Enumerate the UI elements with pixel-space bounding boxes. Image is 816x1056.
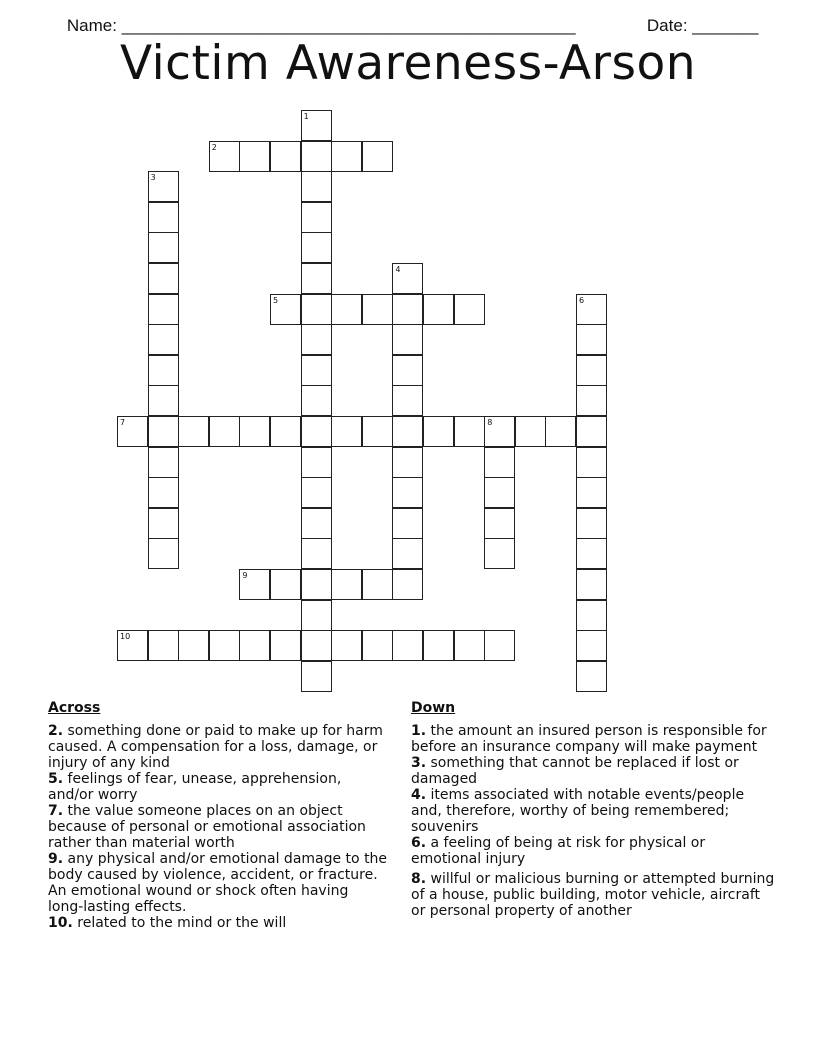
grid-cell[interactable] [576,385,607,416]
grid-cell[interactable] [270,630,301,661]
grid-cell[interactable] [301,630,332,661]
grid-cell[interactable] [515,416,546,447]
grid-cell[interactable] [239,141,270,172]
name-label: Name: [66,16,122,35]
grid-cell[interactable] [301,294,332,325]
grid-cell[interactable] [301,477,332,508]
across-clue-list [48,723,388,931]
date-label: Date: [646,16,693,35]
grid-cell[interactable] [392,294,423,325]
grid-cell[interactable] [576,355,607,386]
grid-cell[interactable] [392,477,423,508]
grid-cell[interactable] [301,508,332,539]
clue-number: 4. [411,787,427,803]
down-clues-column [411,700,776,919]
grid-cell[interactable] [148,416,179,447]
grid-cell[interactable] [301,538,332,569]
grid-cell[interactable] [331,294,362,325]
grid-cell[interactable] [392,630,423,661]
grid-cell[interactable] [148,538,179,569]
grid-cell[interactable] [178,416,209,447]
grid-cell[interactable] [301,416,332,447]
cell-number: 2 [211,142,217,152]
grid-cell[interactable] [148,202,179,233]
grid-cell[interactable] [576,416,607,447]
across-clues-column [48,700,388,931]
clue-text: feelings of fear, unease, apprehension, and/or worry [48,771,342,803]
down-heading: Down [411,700,456,716]
grid-cell[interactable] [301,600,332,631]
grid-cell[interactable] [484,508,515,539]
grid-cell[interactable] [484,447,515,478]
grid-cell[interactable] [576,294,607,325]
grid-cell[interactable] [148,263,179,294]
clue-text: any physical and/or emotional damage to the body caused by violence, accident, or fracture. An emotional wound or shock often having long-lasting effects. [48,851,388,915]
grid-cell[interactable] [576,508,607,539]
grid-cell[interactable] [392,447,423,478]
cell-number: 4 [395,265,401,274]
grid-cell[interactable] [392,416,423,447]
grid-cell[interactable] [301,232,332,263]
grid-cell[interactable] [331,630,362,661]
down-clue [411,835,776,867]
grid-cell[interactable] [148,385,179,416]
grid-cell[interactable] [423,294,454,325]
clue-number: 8. [411,871,427,887]
grid-cell[interactable] [484,416,515,447]
grid-cell[interactable] [362,416,393,447]
grid-cell[interactable] [423,630,454,661]
grid-cell[interactable] [576,447,607,478]
cell-number: 1 [303,112,309,121]
grid-cell[interactable] [270,294,301,325]
clue-text: willful or malicious burning or attempted burning of a house, public building, motor vehicle, aircraft or personal property of another [411,871,775,919]
grid-cell[interactable] [148,447,179,478]
grid-cell[interactable] [362,569,393,600]
grid-cell[interactable] [209,416,240,447]
date-blank-line[interactable]: _______ [692,16,759,35]
clue-number: 10. [48,915,73,931]
grid-cell[interactable] [239,630,270,661]
clue-number: 9. [48,851,64,867]
grid-cell[interactable] [148,294,179,325]
grid-cell[interactable] [270,569,301,600]
grid-cell[interactable] [576,569,607,600]
grid-cell[interactable] [148,324,179,355]
grid-cell[interactable] [576,477,607,508]
grid-cell[interactable] [576,600,607,631]
down-clue [411,787,776,835]
grid-cell[interactable] [148,630,179,661]
clue-text: something done or paid to make up for harm caused. A compensation for a loss, damage, or injury of any kind [48,723,383,771]
grid-cell[interactable] [148,477,179,508]
grid-cell[interactable] [209,630,240,661]
grid-cell[interactable] [301,141,332,172]
grid-cell[interactable] [484,538,515,569]
grid-cell[interactable] [301,324,332,355]
grid-cell[interactable] [301,355,332,386]
grid-cell[interactable] [484,477,515,508]
grid-cell[interactable] [239,569,270,600]
grid-cell[interactable] [117,630,148,661]
clue-text: the amount an insured person is responsible for before an insurance company will make payment [411,723,767,755]
grid-cell[interactable] [576,324,607,355]
clue-text: related to the mind or the will [77,915,287,931]
grid-cell[interactable] [392,569,423,600]
grid-cell[interactable] [576,538,607,569]
clue-number: 1. [411,723,427,739]
grid-cell[interactable] [148,508,179,539]
grid-cell[interactable] [392,538,423,569]
grid-cell[interactable] [301,447,332,478]
grid-cell[interactable] [148,171,179,202]
clue-number: 2. [48,723,64,739]
grid-cell[interactable] [239,416,270,447]
grid-cell[interactable] [423,416,454,447]
grid-cell[interactable] [454,294,485,325]
grid-cell[interactable] [331,416,362,447]
cell-number: 3 [150,173,156,183]
clue-text: the value someone places on an object because of personal or emotional association rather than material worth [48,803,366,851]
clue-text: items associated with notable events/people and, therefore, worthy of being remembered; souvenirs [411,787,745,835]
clue-number: 7. [48,803,64,819]
cell-number: 7 [120,418,126,427]
grid-cell[interactable] [331,569,362,600]
grid-cell[interactable] [301,110,332,141]
grid-cell[interactable] [148,232,179,263]
grid-cell[interactable] [484,630,515,661]
grid-cell[interactable] [301,202,332,233]
grid-cell[interactable] [178,630,209,661]
grid-cell[interactable] [392,385,423,416]
clue-text: something that cannot be replaced if lost or damaged [411,755,739,787]
grid-cell[interactable] [209,141,240,172]
grid-cell[interactable] [270,416,301,447]
grid-cell[interactable] [148,355,179,386]
across-clue [48,771,388,803]
grid-cell[interactable] [362,294,393,325]
down-clue-list [411,723,776,919]
clue-number: 5. [48,771,64,787]
grid-cell[interactable] [270,141,301,172]
grid-cell[interactable] [301,171,332,202]
grid-cell[interactable] [331,141,362,172]
cell-number: 8 [487,418,493,427]
grid-cell[interactable] [392,355,423,386]
grid-cell[interactable] [576,630,607,661]
across-clue [48,723,388,771]
cell-number: 5 [273,295,279,305]
grid-cell[interactable] [117,416,148,447]
grid-cell[interactable] [454,630,485,661]
grid-cell[interactable] [362,630,393,661]
down-clue [411,723,776,755]
clue-text: a feeling of being at risk for physical or emotional injury [411,835,706,867]
across-clue [48,851,388,915]
grid-cell[interactable] [392,324,423,355]
across-clue [48,915,388,931]
cell-number: 6 [579,295,585,305]
cell-number: 9 [242,571,248,580]
grid-cell[interactable] [392,263,423,294]
down-clue [411,755,776,787]
puzzle-title: Victim Awareness-Arson [119,36,697,91]
grid-cell[interactable] [545,416,576,447]
grid-cell[interactable] [301,569,332,600]
grid-cell[interactable] [454,416,485,447]
across-heading: Across [48,700,101,716]
across-clue [48,803,388,851]
grid-cell[interactable] [576,661,607,692]
clue-number: 6. [411,835,427,851]
cell-number: 10 [120,632,131,642]
grid-cell[interactable] [392,508,423,539]
grid-cell[interactable] [301,661,332,692]
grid-cell[interactable] [362,141,393,172]
name-blank-line[interactable]: ________________________________________________ [121,16,576,35]
grid-cell[interactable] [301,385,332,416]
grid-cell[interactable] [301,263,332,294]
clue-number: 3. [411,755,427,771]
down-clue [411,871,776,919]
